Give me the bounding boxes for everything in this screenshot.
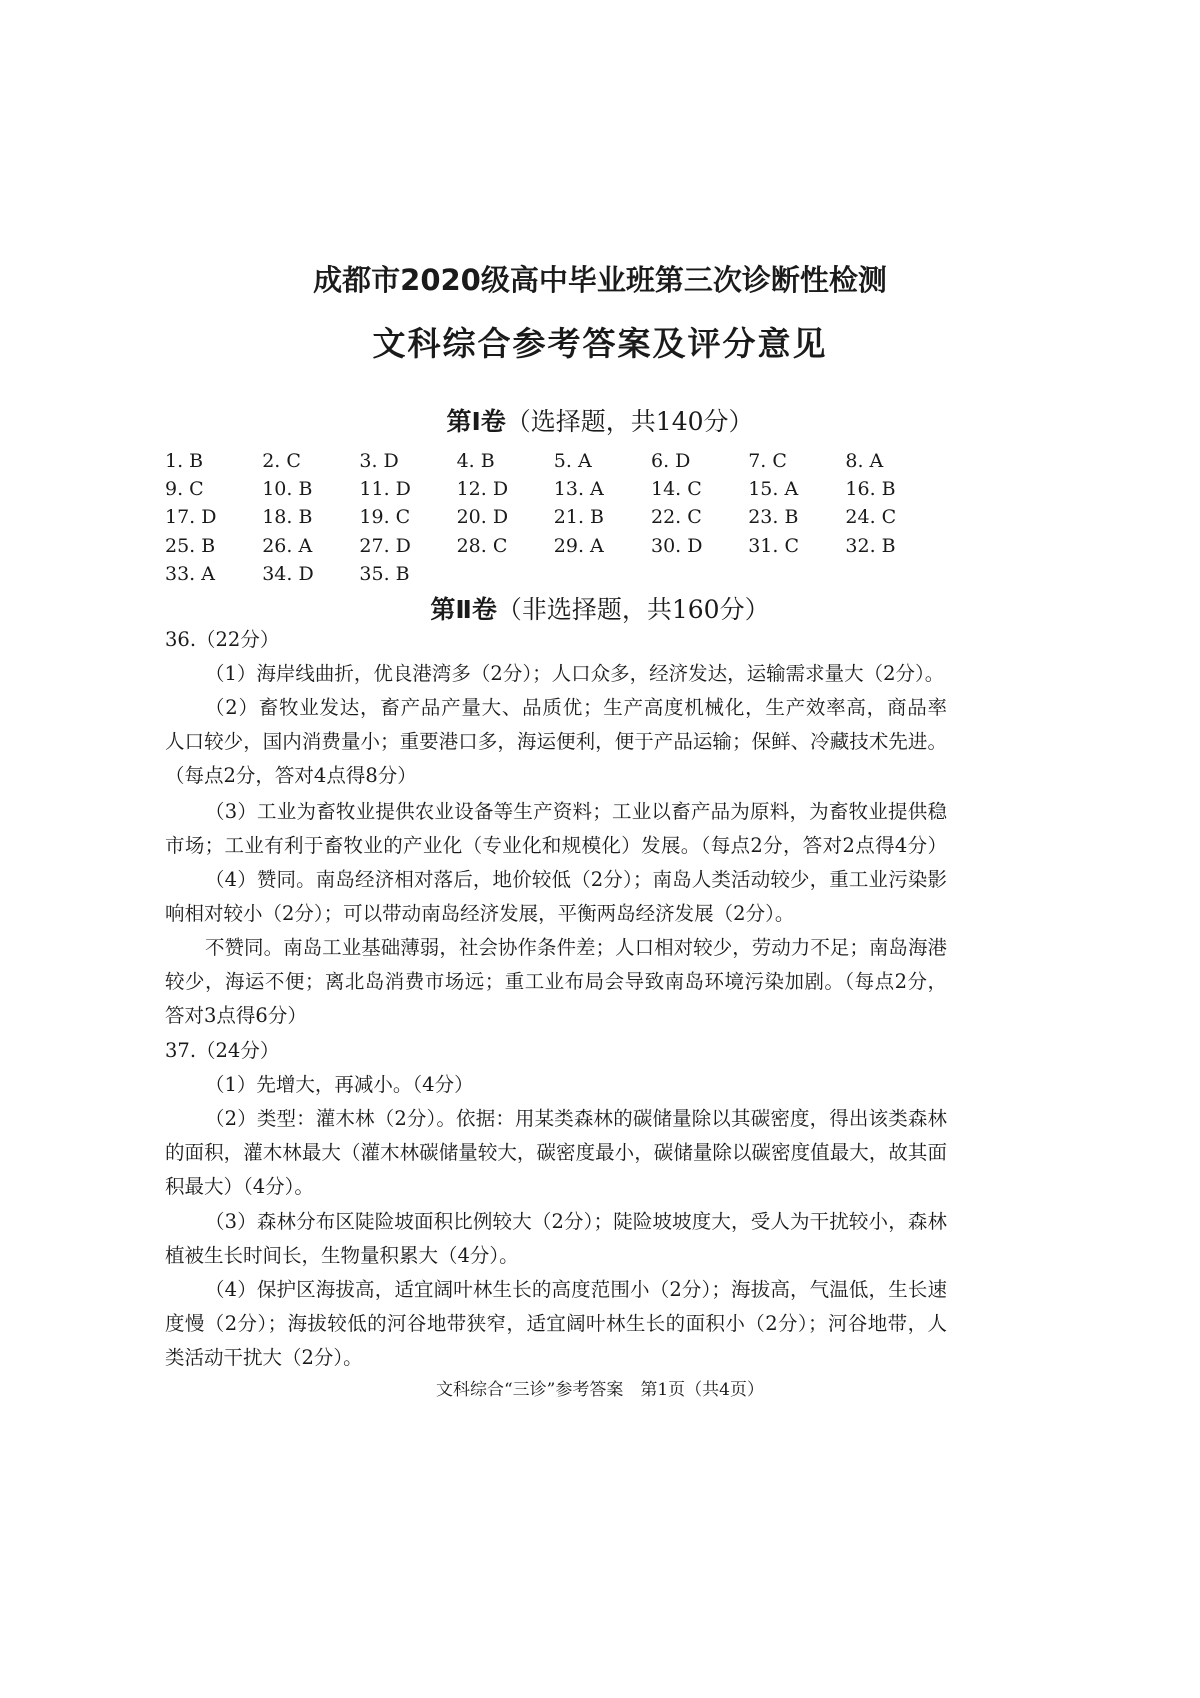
answer-item: 21. B bbox=[553, 506, 605, 529]
answer-item: 22. C bbox=[651, 506, 702, 529]
answer-item: 7. C bbox=[748, 450, 787, 472]
answer-line: 较少，海运不便；离北岛消费市场远；重工业布局会导致南岛环境污染加剧。（每点2分， bbox=[165, 970, 947, 992]
answer-item: 34. D bbox=[262, 562, 314, 585]
section-1-label: 第Ⅰ卷 bbox=[446, 407, 506, 436]
answer-line: 的面积，灌木林最大（灌木林碳储量较大，碳密度最小，碳储量除以碳密度值最大，故其面 bbox=[165, 1141, 947, 1163]
answer-item: 6. D bbox=[651, 450, 691, 472]
answer-item: 35. B bbox=[359, 562, 410, 585]
answer-item: 32. B bbox=[845, 534, 896, 557]
answer-item: 29. A bbox=[553, 534, 604, 557]
answer-item: 4. B bbox=[456, 450, 495, 472]
section-2-desc: （非选择题，共160分） bbox=[496, 595, 770, 624]
answer-item: 28. C bbox=[456, 534, 508, 557]
answer-line: （3）森林分布区陡险坡面积比例较大（2分）；陡险坡坡度大，受人为干扰较小，森林 bbox=[205, 1210, 947, 1232]
answer-item: 10. B bbox=[262, 478, 313, 501]
answer-line: （4）保护区海拔高，适宜阔叶林生长的高度范围小（2分）；海拔高，气温低，生长速 bbox=[205, 1278, 947, 1300]
answer-line: 人口较少，国内消费量小；重要港口多，海运便利，便于产品运输；保鲜、冷藏技术先进。 bbox=[165, 730, 947, 752]
section-1-desc: （选择题，共140分） bbox=[505, 407, 754, 436]
answer-item: 2. C bbox=[262, 450, 301, 472]
answer-line: 不赞同。南岛工业基础薄弱，社会协作条件差；人口相对较少，劳动力不足；南岛海港 bbox=[205, 936, 947, 958]
answer-item: 13. A bbox=[553, 478, 604, 501]
answer-line: （每点2分，答对4点得8分） bbox=[165, 764, 417, 787]
answer-item: 17. D bbox=[165, 506, 217, 529]
answer-line: （4）赞同。南岛经济相对落后，地价较低（2分）；南岛人类活动较少，重工业污染影 bbox=[205, 868, 947, 890]
answer-item: 14. C bbox=[651, 478, 702, 501]
answer-line: 市场；工业有利于畜牧业的产业化（专业化和规模化）发展。（每点2分，答对2点得4分） bbox=[165, 834, 947, 856]
answer-line: （1）海岸线曲折，优良港湾多（2分）；人口众多，经济发达，运输需求量大（2分）。 bbox=[205, 662, 945, 685]
answer-line: 答对3点得6分） bbox=[165, 1004, 307, 1027]
answer-line: （1）先增大，再减小。（4分） bbox=[205, 1073, 474, 1096]
answer-item: 5. A bbox=[553, 450, 592, 472]
answer-line: （2）畜牧业发达，畜产品产量大、品质优；生产高度机械化，生产效率高，商品率 bbox=[205, 696, 947, 718]
document-subtitle: 文科综合参考答案及评分意见 bbox=[372, 324, 828, 363]
answer-item: 9. C bbox=[165, 478, 204, 501]
answer-line: 响相对较小（2分）；可以带动南岛经济发展，平衡两岛经济发展（2分）。 bbox=[165, 902, 795, 925]
answer-item: 26. A bbox=[262, 534, 313, 557]
answer-item: 25. B bbox=[165, 534, 216, 557]
answer-item: 8. A bbox=[845, 450, 884, 472]
answer-line: 度慢（2分）；海拔较低的河谷地带狭窄，适宜阔叶林生长的面积小（2分）；河谷地带，人 bbox=[165, 1312, 947, 1334]
answer-item: 3. D bbox=[359, 450, 399, 472]
answer-line: 36.（22分） bbox=[165, 628, 280, 651]
answer-item: 24. C bbox=[845, 506, 897, 529]
answer-line: （2）类型：灌木林（2分）。依据：用某类森林的碳储量除以其碳密度，得出该类森林 bbox=[205, 1107, 947, 1129]
answer-item: 11. D bbox=[359, 478, 411, 501]
page-footer: 文科综合“三诊”参考答案 第1页（共4页） bbox=[435, 1380, 764, 1400]
document-title: 成都市2020级高中毕业班第三次诊断性检测 bbox=[313, 263, 887, 297]
answer-item: 33. A bbox=[165, 562, 215, 585]
answer-line: 积最大）（4分）。 bbox=[165, 1175, 314, 1198]
answer-item: 31. C bbox=[748, 534, 799, 557]
answer-item: 15. A bbox=[748, 478, 799, 501]
section-1-heading bbox=[0, 402, 1200, 438]
answer-line: 类活动干扰大（2分）。 bbox=[165, 1346, 363, 1369]
answer-item: 20. D bbox=[456, 506, 509, 529]
answer-item: 23. B bbox=[748, 506, 799, 529]
answer-line: 植被生长时间长，生物量积累大（4分）。 bbox=[165, 1244, 519, 1267]
section-2-heading bbox=[0, 590, 1200, 626]
answer-item: 30. D bbox=[651, 534, 703, 557]
answer-item: 19. C bbox=[359, 506, 411, 529]
answer-item: 27. D bbox=[359, 534, 411, 557]
answer-line: 37.（24分） bbox=[165, 1039, 280, 1062]
answer-item: 12. D bbox=[456, 478, 509, 501]
section-2-label: 第Ⅱ卷 bbox=[430, 595, 497, 624]
answer-line: （3）工业为畜牧业提供农业设备等生产资料；工业以畜产品为原料，为畜牧业提供稳 bbox=[205, 800, 947, 822]
answer-item: 18. B bbox=[262, 506, 313, 529]
answer-item: 1. B bbox=[165, 450, 204, 472]
answer-item: 16. B bbox=[845, 478, 896, 501]
